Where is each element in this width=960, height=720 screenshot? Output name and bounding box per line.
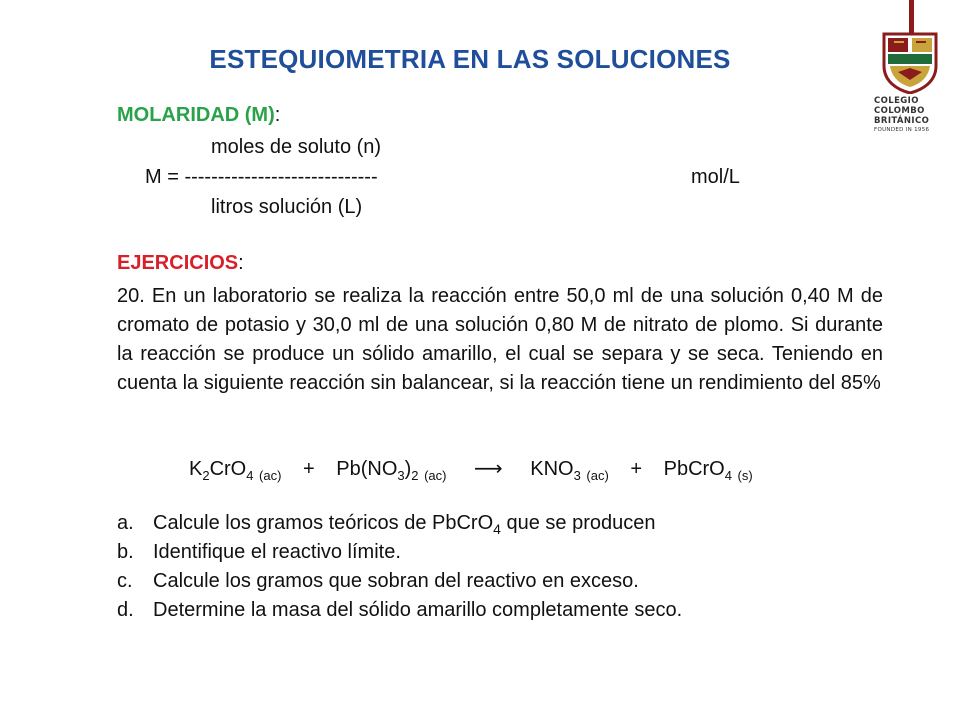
list-letter: c. xyxy=(117,570,133,592)
formula-line: M = ----------------------------- xyxy=(145,166,378,188)
list-item: b. Identifique el reactivo límite. xyxy=(117,541,401,563)
logo-line2: COLOMBO xyxy=(874,106,925,116)
molaridad-heading-line xyxy=(117,104,280,127)
molaridad-heading: MOLARIDAD (M) xyxy=(117,104,275,126)
product-1: $KNO_3$ $_{(ac)}$ xyxy=(530,458,609,483)
formula-unit: mol/L xyxy=(691,166,740,188)
product-2: PbCrO$_4$ $_{(s)}$ xyxy=(663,458,753,483)
formula-denominator: litros solución (L) xyxy=(211,196,363,218)
ejercicios-colon: : xyxy=(238,252,244,274)
formula-numerator: moles de soluto (n) xyxy=(211,136,382,158)
logo-wordmark xyxy=(874,96,950,135)
logo-line1: COLEGIO xyxy=(874,96,919,106)
list-item: d. Determine la masa del sólido amarillo completamente seco. xyxy=(117,599,683,621)
school-logo xyxy=(872,0,952,140)
reactant-1: $K_2CrO_4$ $_{(ac)}$ xyxy=(189,458,282,483)
plus-sign-2: + xyxy=(630,458,643,480)
problem-statement: 20. En un laboratorio se realiza la reacción entre 50,0 ml de una solución 0,40 M de cromato de potasio y 30,0 ml de una solución 0,80 M de nitrato de plomo. Si durante la reacción se produce un sólido amarillo, el cual se separa y se seca. Teniendo en cuenta la siguiente reacción sin balancear, si la reacción tiene un rendimiento del 85% xyxy=(117,285,883,394)
ejercicios-heading: EJERCICIOS xyxy=(117,252,239,274)
logo-line3: BRITÁNICO xyxy=(874,116,930,126)
reactant-2: $Pb(NO_3)_2$ $_{(ac)}$ xyxy=(336,458,447,483)
reaction-arrow-icon: ⟶ xyxy=(474,458,503,480)
plus-sign-1: + xyxy=(303,458,315,480)
slide-title: ESTEQUIOMETRIA EN LAS SOLUCIONES xyxy=(209,44,731,74)
molaridad-colon: : xyxy=(274,104,281,126)
list-letter: d. xyxy=(117,599,134,621)
list-item: a. Calcule los gramos teóricos de PbCrO$_4$ que se producen xyxy=(117,512,656,537)
chemical-equation xyxy=(189,456,753,481)
list-letter: a. xyxy=(117,512,134,534)
list-item: c. Calcule los gramos que sobran del reactivo en exceso. xyxy=(117,570,639,592)
crest-icon xyxy=(880,32,940,94)
logo-top-bar xyxy=(909,0,914,36)
list-letter: b. xyxy=(117,541,134,563)
logo-founded: FOUNDED IN 1956 xyxy=(874,127,930,133)
ejercicios-heading-line xyxy=(117,252,244,275)
